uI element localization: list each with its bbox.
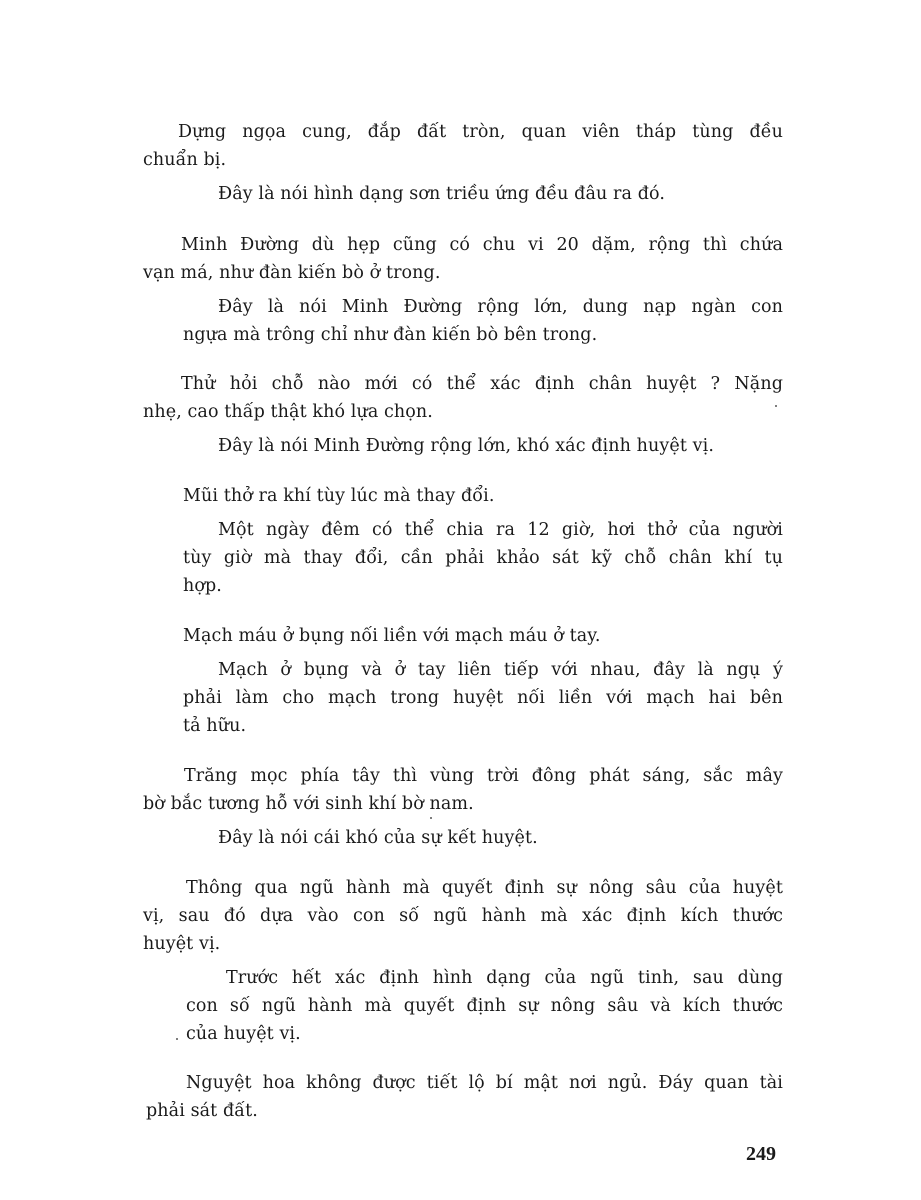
commentary-line: Đây là nói Minh Đường rộng lớn, dung nạp ngàn con — [218, 297, 783, 317]
text-line: Thử hỏi chỗ nào mới có thể xác định chân huyệt ? Nặng — [181, 374, 783, 394]
commentary-line: Đây là nói Minh Đường rộng lớn, khó xác định huyệt vị. — [218, 436, 714, 456]
commentary-line: Đây là nói hình dạng sơn triều ứng đều đâu ra đó. — [218, 184, 665, 204]
text-line: Nguyệt hoa không được tiết lộ bí mật nơi ngủ. Đáy quan tài — [186, 1073, 783, 1093]
text-line: Dựng ngọa cung, đắp đất tròn, quan viên tháp tùng đều — [178, 122, 783, 142]
text-line: vị, sau đó dựa vào con số ngũ hành mà xác định kích thước — [143, 906, 783, 926]
commentary-line: của huyệt vị. — [186, 1024, 301, 1044]
commentary-line: tùy giờ mà thay đổi, cần phải khảo sát kỹ chỗ chân khí tụ — [183, 548, 783, 568]
text-line: nhẹ, cao thấp thật khó lựa chọn. — [143, 402, 433, 422]
scan-speck — [430, 817, 432, 819]
text-line: Mũi thở ra khí tùy lúc mà thay đổi. — [183, 486, 495, 506]
text-line: chuẩn bị. — [143, 150, 227, 170]
text-line: bờ bắc tương hỗ với sinh khí bờ nam. — [143, 794, 474, 814]
text-line: Thông qua ngũ hành mà quyết định sự nông sâu của huyệt — [186, 878, 783, 898]
commentary-line: Đây là nói cái khó của sự kết huyệt. — [218, 828, 538, 848]
commentary-line: ngựa mà trông chỉ như đàn kiến bò bên trong. — [183, 325, 598, 345]
text-line: Mạch máu ở bụng nối liền với mạch máu ở tay. — [183, 626, 601, 646]
page-number: 249 — [746, 1143, 776, 1165]
commentary-line: Một ngày đêm có thể chia ra 12 giờ, hơi thở của người — [218, 520, 783, 540]
text-line: vạn má, như đàn kiến bò ở trong. — [143, 263, 441, 283]
scan-speck — [176, 1038, 178, 1040]
commentary-line: con số ngũ hành mà quyết định sự nông sâu và kích thước — [186, 996, 783, 1016]
commentary-line: phải làm cho mạch trong huyệt nối liền với mạch hai bên — [183, 688, 783, 708]
text-line: Trăng mọc phía tây thì vùng trời đông phát sáng, sắc mây — [184, 766, 783, 786]
text-line: phải sát đất. — [146, 1101, 258, 1121]
scan-speck — [775, 405, 777, 407]
commentary-line: Mạch ở bụng và ở tay liên tiếp với nhau, đây là ngụ ý — [218, 660, 783, 680]
text-line: huyệt vị. — [143, 934, 221, 954]
commentary-line: hợp. — [183, 576, 222, 596]
commentary-line: tả hữu. — [183, 716, 247, 736]
commentary-line: Trước hết xác định hình dạng của ngũ tinh, sau dùng — [226, 968, 783, 988]
text-line: Minh Đường dù hẹp cũng có chu vi 20 dặm, rộng thì chứa — [181, 235, 783, 255]
